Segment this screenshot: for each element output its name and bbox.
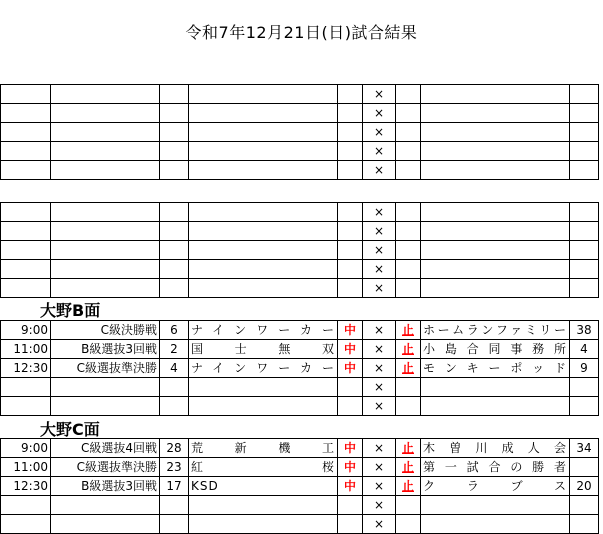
team-b: [421, 241, 570, 260]
match-time: [1, 222, 51, 241]
table-row: [1, 458, 599, 477]
versus-cross: ×: [363, 515, 396, 534]
team-a: 紅桜: [189, 458, 338, 477]
match-division: [51, 260, 160, 279]
team-b: [421, 378, 570, 397]
team-a: [189, 496, 338, 515]
versus-cross: ×: [363, 222, 396, 241]
mark-b: [396, 161, 421, 180]
mark-a: [338, 241, 363, 260]
score-b: [570, 142, 599, 161]
team-a: [189, 123, 338, 142]
match-division: [51, 203, 160, 222]
score-b: [570, 496, 599, 515]
match-division: [51, 104, 160, 123]
team-b: ホームランファミリー: [421, 321, 570, 340]
match-time: [1, 378, 51, 397]
mark-a: 中: [338, 359, 363, 378]
team-b: [421, 142, 570, 161]
versus-cross: ×: [363, 241, 396, 260]
match-time: [1, 496, 51, 515]
table-row: [1, 279, 599, 298]
match-time: 12:30: [1, 359, 51, 378]
match-division: [51, 222, 160, 241]
score-a: [160, 104, 189, 123]
mark-a: [338, 260, 363, 279]
versus-cross: ×: [363, 279, 396, 298]
team-a: ナインワーカー: [189, 359, 338, 378]
team-b: [421, 123, 570, 142]
table-row: [1, 439, 599, 458]
team-b: 木曽川成人会: [421, 439, 570, 458]
court-b-table: [0, 320, 599, 416]
score-b: [570, 123, 599, 142]
match-division: [51, 378, 160, 397]
table-row: [1, 85, 599, 104]
team-a: [189, 161, 338, 180]
team-a: [189, 142, 338, 161]
team-b: [421, 279, 570, 298]
versus-cross: ×: [363, 439, 396, 458]
versus-cross: ×: [363, 458, 396, 477]
mark-b: 止: [396, 340, 421, 359]
team-a: ナインワーカー: [189, 321, 338, 340]
mark-b: [396, 222, 421, 241]
score-a: [160, 515, 189, 534]
table-row: [1, 477, 599, 496]
versus-cross: ×: [363, 260, 396, 279]
mark-b: [396, 104, 421, 123]
team-a: [189, 260, 338, 279]
match-time: [1, 203, 51, 222]
mark-b: [396, 515, 421, 534]
mark-a: 中: [338, 321, 363, 340]
match-time: [1, 161, 51, 180]
table-row: [1, 397, 599, 416]
score-a: [160, 260, 189, 279]
versus-cross: ×: [363, 123, 396, 142]
team-a: [189, 241, 338, 260]
team-a: [189, 203, 338, 222]
match-division: [51, 161, 160, 180]
team-b: [421, 397, 570, 416]
team-b: [421, 161, 570, 180]
match-division: [51, 496, 160, 515]
mark-b: 止: [396, 458, 421, 477]
score-a: [160, 123, 189, 142]
score-a: [160, 378, 189, 397]
score-b: [570, 161, 599, 180]
table-row: [1, 496, 599, 515]
table-row: [1, 260, 599, 279]
versus-cross: ×: [363, 378, 396, 397]
match-division: [51, 241, 160, 260]
mark-b: [396, 279, 421, 298]
team-b: [421, 222, 570, 241]
mark-a: [338, 123, 363, 142]
match-time: [1, 104, 51, 123]
team-b: [421, 203, 570, 222]
match-division: [51, 515, 160, 534]
match-time: 11:00: [1, 458, 51, 477]
team-b: モンキーポッド: [421, 359, 570, 378]
results-table-1: [0, 84, 599, 180]
mark-a: [338, 222, 363, 241]
match-time: [1, 397, 51, 416]
versus-cross: ×: [363, 477, 396, 496]
match-division: [51, 85, 160, 104]
match-time: 9:00: [1, 321, 51, 340]
score-a: [160, 241, 189, 260]
mark-b: 止: [396, 439, 421, 458]
mark-a: [338, 104, 363, 123]
score-a: [160, 222, 189, 241]
match-time: [1, 241, 51, 260]
versus-cross: ×: [363, 203, 396, 222]
mark-b: [396, 203, 421, 222]
mark-a: 中: [338, 340, 363, 359]
team-b: [421, 515, 570, 534]
match-time: [1, 85, 51, 104]
mark-b: [396, 397, 421, 416]
mark-b: [396, 241, 421, 260]
score-b: [570, 241, 599, 260]
mark-a: 中: [338, 439, 363, 458]
mark-b: [396, 123, 421, 142]
score-b: [570, 378, 599, 397]
versus-cross: ×: [363, 161, 396, 180]
match-time: 11:00: [1, 340, 51, 359]
score-b: [570, 279, 599, 298]
results-table-2: [0, 202, 599, 298]
score-a: [160, 397, 189, 416]
match-division: [51, 123, 160, 142]
versus-cross: ×: [363, 321, 396, 340]
match-division: [51, 397, 160, 416]
team-a: 荒新機工: [189, 439, 338, 458]
score-b: 38: [570, 321, 599, 340]
match-division: [51, 279, 160, 298]
mark-a: [338, 279, 363, 298]
match-division: [51, 142, 160, 161]
table-row: [1, 241, 599, 260]
score-b: [570, 85, 599, 104]
match-time: [1, 123, 51, 142]
match-division: C級選抜準決勝: [51, 359, 160, 378]
mark-a: [338, 496, 363, 515]
table-row: [1, 123, 599, 142]
score-b: [570, 515, 599, 534]
versus-cross: ×: [363, 359, 396, 378]
mark-b: 止: [396, 359, 421, 378]
team-a: [189, 515, 338, 534]
team-b: 小島合同事務所: [421, 340, 570, 359]
score-a: 17: [160, 477, 189, 496]
score-a: 23: [160, 458, 189, 477]
score-b: [570, 260, 599, 279]
team-a: [189, 104, 338, 123]
match-time: 12:30: [1, 477, 51, 496]
table-row: [1, 222, 599, 241]
score-b: 9: [570, 359, 599, 378]
score-b: [570, 104, 599, 123]
score-b: 4: [570, 340, 599, 359]
team-a: [189, 222, 338, 241]
team-a: [189, 85, 338, 104]
match-time: [1, 279, 51, 298]
mark-a: [338, 142, 363, 161]
versus-cross: ×: [363, 85, 396, 104]
mark-a: [338, 161, 363, 180]
versus-cross: ×: [363, 496, 396, 515]
mark-b: [396, 260, 421, 279]
mark-b: [396, 496, 421, 515]
mark-a: [338, 515, 363, 534]
court-c-heading: 大野C面: [40, 420, 100, 439]
table-row: [1, 378, 599, 397]
table-row: [1, 515, 599, 534]
match-division: C級決勝戦: [51, 321, 160, 340]
score-a: [160, 142, 189, 161]
match-time: [1, 260, 51, 279]
team-b: [421, 104, 570, 123]
court-b-heading: 大野B面: [40, 301, 101, 320]
versus-cross: ×: [363, 397, 396, 416]
table-row: [1, 142, 599, 161]
team-b: [421, 496, 570, 515]
mark-a: [338, 85, 363, 104]
match-time: 9:00: [1, 439, 51, 458]
mark-b: [396, 378, 421, 397]
score-a: 2: [160, 340, 189, 359]
match-time: [1, 142, 51, 161]
score-a: [160, 161, 189, 180]
match-division: C級選抜準決勝: [51, 458, 160, 477]
table-row: [1, 104, 599, 123]
team-b: 第一試合の勝者: [421, 458, 570, 477]
team-b: [421, 85, 570, 104]
score-a: [160, 496, 189, 515]
match-time: [1, 515, 51, 534]
score-a: 6: [160, 321, 189, 340]
team-a: [189, 397, 338, 416]
score-b: [570, 458, 599, 477]
mark-b: [396, 85, 421, 104]
score-b: [570, 203, 599, 222]
score-b: 20: [570, 477, 599, 496]
team-a: 国士無双: [189, 340, 338, 359]
versus-cross: ×: [363, 340, 396, 359]
score-a: 4: [160, 359, 189, 378]
score-a: 28: [160, 439, 189, 458]
court-c-table: [0, 438, 599, 534]
table-row: [1, 161, 599, 180]
score-b: [570, 397, 599, 416]
mark-b: 止: [396, 321, 421, 340]
team-b: [421, 260, 570, 279]
score-a: [160, 85, 189, 104]
table-row: [1, 359, 599, 378]
table-row: [1, 340, 599, 359]
match-division: B級選抜3回戦: [51, 340, 160, 359]
score-b: 34: [570, 439, 599, 458]
team-a: [189, 279, 338, 298]
team-a: [189, 378, 338, 397]
match-division: C級選抜4回戦: [51, 439, 160, 458]
page-title: 令和7年12月21日(日)試合結果: [185, 23, 418, 42]
mark-a: 中: [338, 458, 363, 477]
table-row: [1, 321, 599, 340]
team-a: KSD: [189, 477, 338, 496]
versus-cross: ×: [363, 104, 396, 123]
mark-a: [338, 378, 363, 397]
mark-b: 止: [396, 477, 421, 496]
mark-a: [338, 203, 363, 222]
mark-a: [338, 397, 363, 416]
table-row: [1, 203, 599, 222]
team-b: クラブス: [421, 477, 570, 496]
mark-a: 中: [338, 477, 363, 496]
match-division: B級選抜3回戦: [51, 477, 160, 496]
mark-b: [396, 142, 421, 161]
score-b: [570, 222, 599, 241]
score-a: [160, 203, 189, 222]
versus-cross: ×: [363, 142, 396, 161]
score-a: [160, 279, 189, 298]
